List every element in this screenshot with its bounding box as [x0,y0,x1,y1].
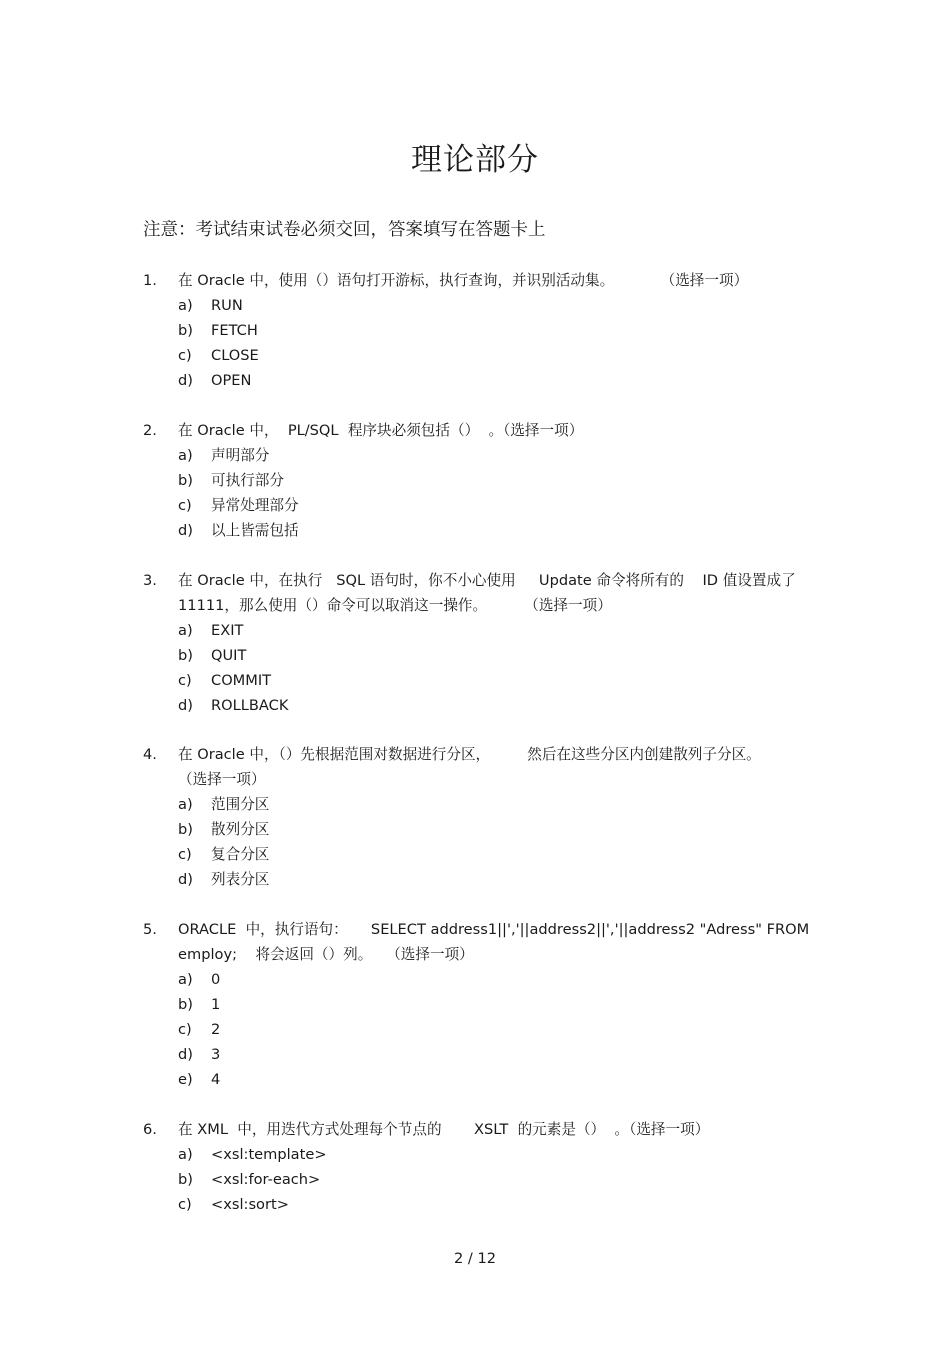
option-text: RUN [211,297,243,314]
option-label: b) [178,821,193,838]
option-label: c) [178,497,192,514]
page-title: 理论部分 [411,142,539,178]
option-c [178,493,813,518]
option-d [178,867,813,892]
page-number: 2 / 12 [453,1250,497,1267]
question-number: 2. [143,422,157,439]
option-text: 3 [211,1046,221,1063]
question-number: 3. [143,572,157,589]
option-b [178,1167,813,1192]
question-stem: 在 Oracle 中，使用（）语句打开游标，执行查询，并识别活动集。 （选择一项） [178,272,749,289]
option-label: a) [178,447,193,464]
option-text: QUIT [211,647,247,664]
option-label: c) [178,1021,192,1038]
option-d [178,693,813,718]
question-number: 4. [143,746,157,763]
option-label: a) [178,971,193,988]
option-text: 可执行部分 [211,472,284,489]
option-text: 声明部分 [211,447,270,464]
option-b [178,643,813,668]
question-stem: ORACLE 中，执行语句： SELECT address1||','||address2||','||address2 "Adress" FROM employ; 将会返回（）列。 （选择一项） [178,921,814,963]
option-c [178,343,813,368]
option-label: a) [178,796,193,813]
option-text: 散列分区 [211,821,270,838]
question-6 [143,1117,813,1217]
option-label: e) [178,1071,193,1088]
question-5 [143,917,813,1092]
question-stem: 在 Oracle 中，（）先根据范围对数据进行分区， 然后在这些分区内创建散列子分区。 （选择一项） [178,746,789,788]
option-label: b) [178,1171,193,1188]
option-c [178,668,813,693]
option-label: d) [178,372,193,389]
option-text: 0 [211,971,221,988]
option-text: <xsl:template> [211,1146,327,1163]
option-text: 复合分区 [211,846,270,863]
option-e [178,1067,813,1092]
question-stem: 在 XML 中，用迭代方式处理每个节点的 XSLT 的元素是（） 。（选择一项） [178,1121,710,1138]
option-text: 范围分区 [211,796,270,813]
option-label: b) [178,322,193,339]
option-a [178,293,813,318]
option-label: c) [178,672,192,689]
option-label: d) [178,522,193,539]
option-a [178,443,813,468]
option-label: d) [178,871,193,888]
option-label: c) [178,1196,192,1213]
option-text: 异常处理部分 [211,497,299,514]
option-label: d) [178,1046,193,1063]
option-a [178,618,813,643]
option-text: 以上皆需包括 [211,522,299,539]
question-stem: 在 Oracle 中，在执行 SQL 语句时，你不小心使用 Update 命令将所有的 ID 值设置成了 11111，那么使用（）命令可以取消这一操作。 （选择一项） [178,572,801,614]
option-text: 列表分区 [211,871,270,888]
question-number: 5. [143,921,157,938]
question-1 [143,268,813,393]
option-label: b) [178,472,193,489]
question-number: 1. [143,272,157,289]
option-text: 2 [211,1021,221,1038]
option-label: a) [178,1146,193,1163]
option-c [178,1017,813,1042]
option-text: <xsl:sort> [211,1196,289,1213]
option-text: EXIT [211,622,244,639]
option-label: c) [178,846,192,863]
question-number: 6. [143,1121,157,1138]
option-b [178,817,813,842]
option-d [178,1042,813,1067]
option-label: b) [178,647,193,664]
option-a [178,967,813,992]
question-3 [143,568,813,718]
option-a [178,1142,813,1167]
option-d [178,368,813,393]
option-text: OPEN [211,372,252,389]
option-label: a) [178,297,193,314]
option-c [178,1192,813,1217]
option-text: COMMIT [211,672,272,689]
question-stem: 在 Oracle 中， PL/SQL 程序块必须包括（） 。（选择一项） [178,422,584,439]
option-label: c) [178,347,192,364]
option-a [178,792,813,817]
option-label: d) [178,697,193,714]
option-text: FETCH [211,322,258,339]
option-label: a) [178,622,193,639]
option-text: 4 [211,1071,221,1088]
option-b [178,468,813,493]
option-text: ROLLBACK [211,697,289,714]
exam-notice: 注意：考试结束试卷必须交回，答案填写在答题卡上 [143,220,546,240]
option-label: b) [178,996,193,1013]
option-c [178,842,813,867]
option-b [178,992,813,1017]
question-2 [143,418,813,543]
question-4 [143,742,813,892]
option-d [178,518,813,543]
option-text: <xsl:for-each> [211,1171,321,1188]
option-text: CLOSE [211,347,259,364]
option-b [178,318,813,343]
option-text: 1 [211,996,221,1013]
